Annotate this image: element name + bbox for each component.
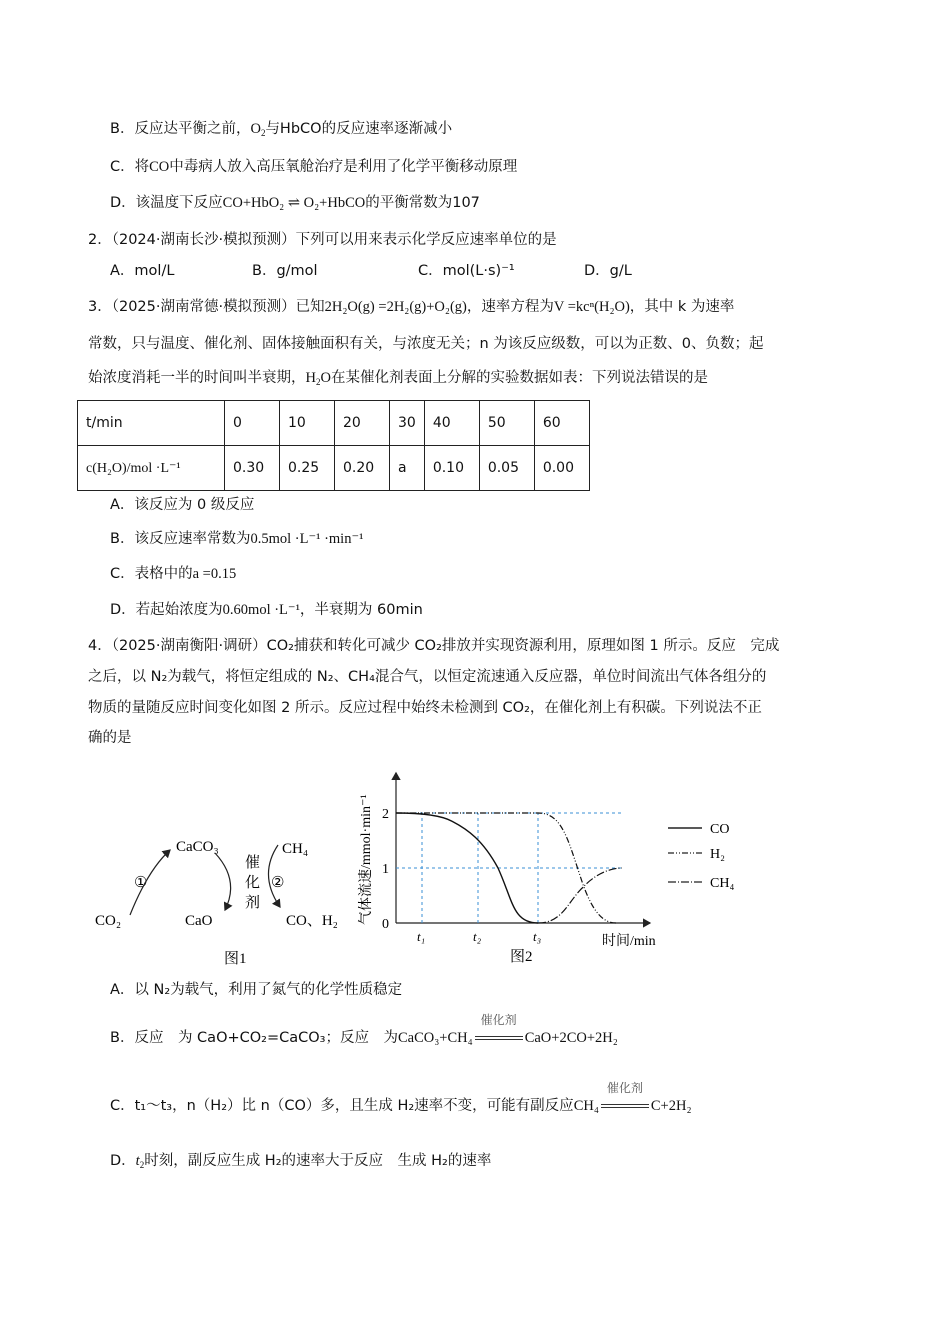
q3-option-d-text: D．若起始浓度为	[110, 602, 223, 618]
figure-2	[350, 765, 750, 970]
fig2-xlabel: 时间/min	[602, 934, 656, 949]
q4-option-b-text: B．反应 为 CaO+CO₂=CaCO₃；反应 为	[110, 1030, 398, 1046]
q3-rate-equation: V =kcⁿ(H₂O)	[553, 299, 630, 315]
q3-option-b-text: B．该反应速率常数为	[110, 531, 251, 547]
figure-1	[90, 825, 360, 970]
fig1-cat-1: 催	[245, 855, 261, 871]
q3-stem-line3	[88, 367, 708, 393]
fig2-ytick-label: 1	[382, 862, 389, 877]
q3-equation: 2H₂O(g) =2H₂(g)+O₂(g)	[324, 299, 467, 315]
q4-option-a: A．以 N₂为载气，利用了氮气的化学性质稳定	[110, 982, 403, 998]
q1-option-c	[110, 156, 517, 178]
fig1-step-1: ①	[134, 875, 148, 891]
h2o-formula: $H_2O$	[305, 370, 331, 387]
q3-option-d-value: 0.60mol ·L⁻¹	[222, 602, 300, 618]
q4-stem-line3: 物质的量随反应时间变化如图 2 所示。反应过程中始终未检测到 CO₂，在催化剂上有积碳。下列说法不正	[88, 700, 762, 716]
q4-option-c-text: C．t₁～t₃，n（H₂）比 n（CO）多，且生成 H₂速率不变，可能有副反应	[110, 1098, 574, 1114]
table-cell: 0.05	[479, 446, 534, 491]
q3-stem-source: 3．（2025·湖南常德·模拟预测）已知	[88, 299, 325, 315]
q4-option-d	[110, 1150, 491, 1176]
table-cell: 30	[390, 401, 425, 446]
catalyst-arrow	[601, 1081, 649, 1117]
q4-stem-line1: 4．（2025·湖南衡阳·调研）CO₂捕获和转化可减少 CO₂排放并实现资源利用，原理如图 1 所示。反应 完成	[88, 638, 780, 654]
table-row-label: c(H₂O)/mol ·L⁻¹	[78, 446, 225, 491]
table-cell: 0.10	[424, 446, 479, 491]
fig2-caption: 图2	[510, 949, 533, 965]
q4-option-c	[110, 1081, 692, 1117]
q1-option-b-text2: 与HbCO的反应速率逐渐减小	[265, 121, 453, 137]
q2-option-a: A．mol/L	[110, 263, 175, 279]
fig1-arrow-caco3-cao	[215, 853, 231, 910]
q4-stem-line2: 之后，以 N₂为载气，将恒定组成的 N₂、CH₄混合气，以恒定流速通入反应器，单位时间流出气体各组分的	[88, 669, 767, 685]
q1-option-b-text: B．反应达平衡之前，	[110, 121, 251, 137]
q3-stem-line1	[88, 296, 734, 318]
q3-stem-text4: 在某催化剂表面上分解的实验数据如表：下列说法错误的是	[330, 370, 708, 386]
q2-option-d: D．g/L	[584, 263, 632, 279]
fig2-grid	[396, 813, 622, 923]
fig1-cat-2: 化	[245, 875, 261, 891]
q1-option-d	[110, 192, 480, 214]
q3-stem-text2: ，其中 k 为速率	[629, 299, 735, 315]
q4-option-d-text2: 时刻，副反应生成 H₂的速率大于反应 生成 H₂的速率	[144, 1153, 492, 1169]
q1-option-b	[110, 118, 452, 144]
legend-co-label: CO	[710, 822, 730, 837]
table-cell: 0.20	[335, 446, 390, 491]
q4-option-b-reactants: CaCO₃+CH₄	[398, 1030, 473, 1046]
fig1-products: CO、H₂	[286, 913, 338, 929]
q3-option-b-value: 0.5mol ·L⁻¹ ·min⁻¹	[250, 531, 364, 547]
legend-ch4-label: CH₄	[710, 876, 735, 891]
fig1-caption: 图1	[224, 951, 247, 967]
q2-option-c: C．mol(L·s)⁻¹	[418, 263, 515, 279]
q3-option-d-text2: ，半衰期为 60min	[299, 602, 423, 618]
legend-h2-label: H₂	[710, 847, 725, 862]
table-cell: 0.30	[225, 446, 280, 491]
table-header-cell: t/min	[78, 401, 225, 446]
fig1-cat-3: 剂	[245, 895, 261, 911]
q4-option-d-text: D．	[110, 1153, 136, 1169]
q3-option-c-value: a =0.15	[192, 566, 237, 582]
fig2-xtick-label: t₂	[473, 929, 482, 944]
q1-option-d-text: D．该温度下反应	[110, 195, 223, 211]
fig1-step-2: ②	[271, 875, 285, 891]
q1-option-c-text: C．将	[110, 159, 150, 175]
catalyst-label: 催化剂	[480, 1013, 517, 1027]
q4-option-b	[110, 1013, 618, 1049]
table-cell: 10	[280, 401, 335, 446]
q3-option-d	[110, 599, 423, 621]
q2-option-b: B．g/mol	[252, 263, 318, 279]
fig2-ytick-label: 2	[382, 807, 389, 822]
catalyst-label: 催化剂	[606, 1081, 643, 1095]
fig2-xtick-label: t₃	[533, 929, 542, 944]
q3-option-c-text: C．表格中的	[110, 566, 193, 582]
t2-symbol: $t_2$	[135, 1153, 145, 1170]
fig1-co2: CO₂	[95, 913, 122, 929]
q4-option-c-reactant: CH₄	[573, 1098, 599, 1114]
table-cell: 0	[225, 401, 280, 446]
q3-option-b	[110, 528, 363, 550]
q1-equilibrium-equation: CO+HbO₂ ⇌ O₂+HbCO	[222, 195, 366, 211]
co-formula: CO	[149, 159, 170, 175]
table-cell: a	[390, 446, 425, 491]
q1-option-c-text2: 中毒病人放入高压氧舱治疗是利用了化学平衡移动原理	[169, 159, 518, 175]
q4-option-b-products: CaO+2CO+2H₂	[524, 1030, 618, 1046]
q4-option-c-products: C+2H₂	[650, 1098, 692, 1114]
fig1-cao: CaO	[185, 913, 213, 929]
table-cell: 0.25	[280, 446, 335, 491]
table-cell: 60	[534, 401, 589, 446]
data-table	[77, 400, 590, 491]
table-cell: 20	[335, 401, 390, 446]
q3-stem-line2: 常数，只与温度、催化剂、固体接触面积有关，与浓度无关；n 为该反应级数，可以为正数、0、负数；起	[88, 336, 764, 352]
table-row	[78, 401, 590, 446]
fig1-ch4: CH₄	[282, 841, 309, 857]
catalyst-arrow	[475, 1013, 523, 1049]
table-cell: 0.00	[534, 446, 589, 491]
fig2-ytick-label: 0	[382, 917, 389, 932]
q1-option-d-text2: 的平衡常数为107	[365, 195, 480, 211]
table-cell: 40	[424, 401, 479, 446]
table-cell: 50	[479, 401, 534, 446]
fig2-xtick-label: t₁	[417, 929, 426, 944]
q4-stem-line4: 确的是	[88, 730, 132, 746]
fig1-caco3: CaCO₃	[176, 839, 219, 855]
fig2-series-ch4	[538, 868, 622, 923]
q3-option-a: A．该反应为 0 级反应	[110, 497, 255, 513]
q2-stem: 2．（2024·湖南长沙·模拟预测）下列可以用来表示化学反应速率单位的是	[88, 232, 557, 248]
fig2-ylabel: 气体流速/mmol·min⁻¹	[359, 794, 374, 925]
q3-option-c	[110, 563, 236, 585]
q3-stem-text: ，速率方程为	[466, 299, 554, 315]
o2-formula: $O_2$	[250, 121, 266, 138]
q3-stem-text3: 始浓度消耗一半的时间叫半衰期，	[88, 370, 306, 386]
table-row	[78, 446, 590, 491]
